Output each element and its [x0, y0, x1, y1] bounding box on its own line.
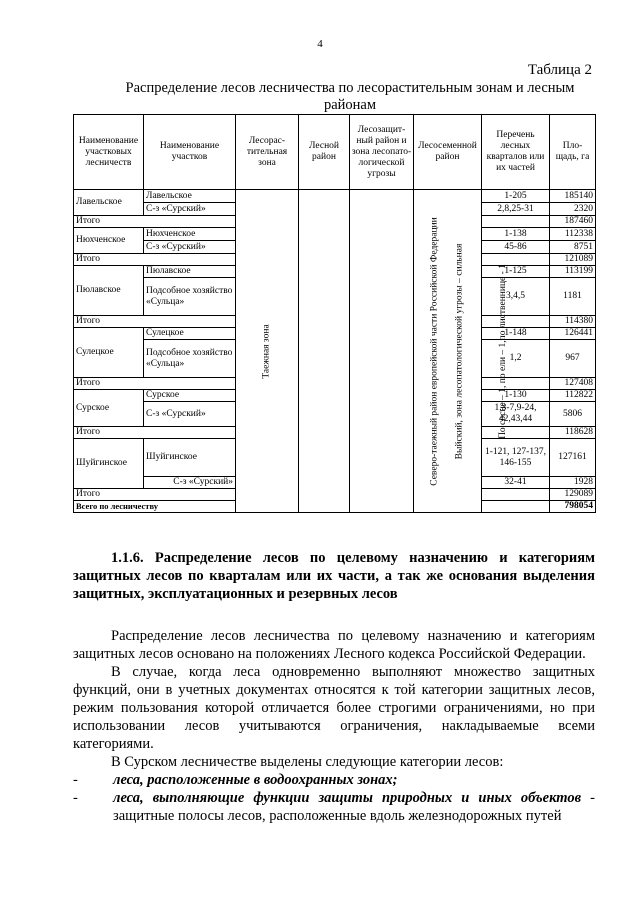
total-value: 114380: [550, 316, 596, 328]
district-name: Шуйгинское: [74, 439, 144, 489]
district-name: Пюлавское: [74, 266, 144, 316]
forest-region-text: Северо-таежный район европейской части Российской Федерации: [429, 216, 440, 486]
table-label: Таблица 2: [527, 62, 592, 78]
quarters: 1-130: [482, 390, 550, 402]
table-row: [74, 190, 596, 203]
section-name: С-з «Сурский»: [144, 477, 236, 489]
total-value: 127408: [550, 378, 596, 390]
section-name: С-з «Сурский»: [144, 402, 236, 427]
header-protection: Лесозащит- ный район и зона лесопато- логической угрозы: [350, 115, 414, 190]
quarters: 1-205: [482, 190, 550, 203]
area: 1928: [550, 477, 596, 489]
list-dash: -: [73, 790, 78, 806]
total-label: Итого: [74, 316, 236, 328]
total-label: Итого: [74, 254, 236, 266]
quarters: 1,2: [482, 340, 550, 378]
page-number: 4: [317, 38, 323, 50]
section-name: Сулецкое: [144, 328, 236, 340]
section-name: Подсобное хозяйство «Сульца»: [144, 340, 236, 378]
grand-total-value: 798054: [550, 501, 596, 513]
header-quarters: Перечень лесных кварталов или их частей: [482, 115, 550, 190]
area: 967: [550, 340, 596, 378]
total-label: Итого: [74, 378, 236, 390]
total-label: Итого: [74, 489, 236, 501]
header-forest-region: Лесной район: [299, 115, 350, 190]
total-value: 129089: [550, 489, 596, 501]
forest-region-cell: [299, 190, 440, 513]
forest-distribution-table: [73, 114, 596, 513]
area: 185140: [550, 190, 596, 203]
empty-cell: [482, 254, 550, 266]
quarters: 3,4,5: [482, 278, 550, 316]
section-name: С-з «Сурский»: [144, 203, 236, 216]
header-sections: Наименование участков: [144, 115, 236, 190]
zone-text: Таежная зона: [261, 323, 272, 379]
section-name: Подсобное хозяйство «Сульца»: [144, 278, 236, 316]
paragraph-2: В случае, когда леса одновременно выполняют множество защитных функций, они в учетных документах относятся к той категории защитных лесов, режим пользования которой отличается более строгими ограничениями, но при использовании лесов учитываются ограничения, накладываемые всеми категориями.: [73, 664, 595, 752]
list-item-1-text: леса, расположенные в водоохранных зонах;: [113, 772, 398, 788]
quarters: 2,8,25-31: [482, 203, 550, 216]
empty-cell: [482, 427, 550, 439]
section-name: С-з «Сурский»: [144, 241, 236, 254]
district-name: Сулецкое: [74, 328, 144, 378]
header-district: Наименование участковых лесничеств: [74, 115, 144, 190]
district-name: Лавельское: [74, 190, 144, 216]
total-label: Итого: [74, 427, 236, 439]
area: 1181: [550, 278, 596, 316]
empty-cell: [482, 489, 550, 501]
protection-text: Выйский, зона лесопатологической угрозы – сильная: [454, 243, 465, 459]
section-name: Сурское: [144, 390, 236, 402]
header-area: Пло- щадь, га: [550, 115, 596, 190]
zone-cell: [236, 190, 299, 513]
quarters: 1-125: [482, 266, 550, 278]
grand-total-label: Всего по лесничеству: [74, 501, 236, 513]
section-name: Шуйгинское: [144, 439, 236, 477]
quarters: 1-148: [482, 328, 550, 340]
seed-text: По сосне – 1, по ели – 1,по лиственнице - 1: [497, 263, 508, 439]
total-value: 118628: [550, 427, 596, 439]
table-title: Распределение лесов лесничества по лесорастительным зонам и лесным районам: [125, 80, 575, 113]
body-text: [73, 627, 595, 825]
paragraph-3: В Сурском лесничестве выделены следующие категории лесов:: [111, 754, 504, 770]
total-label: Итого: [74, 216, 236, 228]
section-name: Лавельское: [144, 190, 236, 203]
section-name: Пюлавское: [144, 266, 236, 278]
quarters: 45-86: [482, 241, 550, 254]
header-zone: Лесорас- тительная зона: [236, 115, 299, 190]
quarters: 1,3-7,9-24, 42,43,44: [482, 402, 550, 427]
district-name: Сурское: [74, 390, 144, 427]
seed-cell: [414, 190, 508, 513]
empty-cell: [482, 316, 550, 328]
list-item-1: [73, 771, 595, 789]
header-row: [74, 115, 596, 190]
empty-cell: [482, 501, 550, 513]
area: 112338: [550, 228, 596, 241]
section-title: 1.1.6. Распределение лесов по целевому назначению и категориям защитных лесов по кварталам или их части, а так же основания выделения защитных, эксплуатационных и резервных лесов: [73, 550, 595, 602]
area: 112822: [550, 390, 596, 402]
section-name: Нюхченское: [144, 228, 236, 241]
section-heading: [73, 549, 595, 603]
quarters: 32-41: [482, 477, 550, 489]
quarters: 1-138: [482, 228, 550, 241]
area: 2320: [550, 203, 596, 216]
total-value: 187460: [550, 216, 596, 228]
list-dash: -: [73, 772, 78, 788]
district-name: Нюхченское: [74, 228, 144, 254]
list-item-2: [73, 789, 595, 825]
area: 113199: [550, 266, 596, 278]
area: 8751: [550, 241, 596, 254]
area: 127161: [550, 439, 596, 477]
total-value: 121089: [550, 254, 596, 266]
empty-cell: [482, 216, 550, 228]
paragraph-1: Распределение лесов лесничества по целевому назначению и категориям защитных лесов основано на положениях Лесного кодекса Российской Федерации.: [73, 628, 595, 662]
header-seed: Лесосеменной район: [414, 115, 482, 190]
area: 126441: [550, 328, 596, 340]
empty-cell: [482, 378, 550, 390]
area: 5806: [550, 402, 596, 427]
list-item-2-tail: - защитные полосы лесов, расположенные вдоль железнодорожных путей: [113, 790, 595, 824]
list-item-2-text: леса, выполняющие функции защиты природных и иных объектов: [113, 790, 582, 806]
quarters: 1-121, 127-137, 146-155: [482, 439, 550, 477]
